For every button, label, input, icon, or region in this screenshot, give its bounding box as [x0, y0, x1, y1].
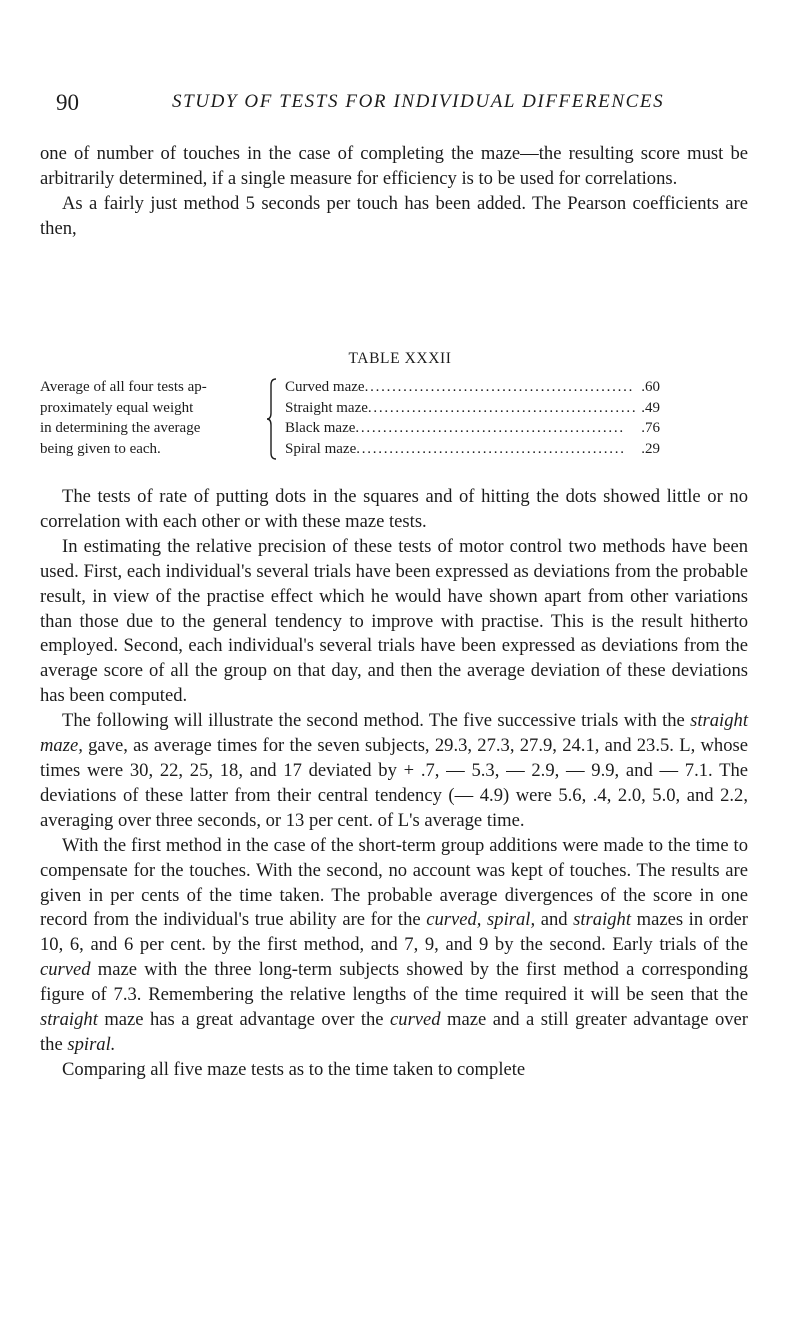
coefficient-value: .60: [641, 379, 660, 395]
paragraph-intro-2: As a fairly just method 5 seconds per touch has been added. The Pearson coefficients are then,: [40, 192, 748, 239]
dot-leader: [368, 398, 639, 419]
text-run: mazes in order 10, 6, and 6 per cent. by the first method, and 7, 9, and 9 by the second. Early trials of the: [40, 909, 748, 956]
maze-name: Curved maze: [285, 379, 365, 395]
intro-text: [40, 142, 748, 242]
text-run: With the first method in the case of the short-term group additions were made to the time to compensate for the touches. With the second, no account was kept of touches. The results are given in per cents of the time taken. The probable average divergences of the score in one record from the individual's true ability are for the: [40, 834, 748, 931]
italic-term: straight: [40, 1009, 98, 1031]
page-number: 90: [56, 90, 79, 115]
paragraph: [40, 834, 748, 1058]
dot-leader: [365, 377, 640, 398]
text-run: maze and a still greater advantage over the: [40, 1009, 748, 1055]
italic-term: straight: [573, 909, 632, 931]
text-run: gave, as average times for the seven subjects, 29.3, 27.3, 27.9, 24.1, and 23.5. L, whose times were 30, 22, 25, 18, and 17 deviated by + .7, — 5.3, — 2.9, — 9.9, and — 7.1. The deviations of these latter from their central tendency (— 4.9) were 5.6, .4, 2.0, 5.0, and 2.2, averaging over three seconds, or 13 per cent. of L's average time.: [40, 735, 748, 831]
paragraph: Comparing all five maze tests as to the time taken to complete: [62, 1058, 526, 1080]
table-row-label: [40, 377, 264, 459]
text-run: The following will illustrate the second method. The five successive trials with the: [62, 710, 691, 732]
text-run: maze has a great advantage over the: [97, 1009, 391, 1031]
paragraph: The tests of rate of putting dots in the squares and of hitting the dots showed little or no correlation with each other or with these maze tests.: [40, 486, 748, 532]
brace-icon: [266, 377, 280, 461]
table-row: [285, 398, 660, 419]
table-label-line: in determining the average: [40, 420, 201, 436]
table-row: [285, 377, 660, 398]
paragraph: [40, 709, 748, 834]
table-entries: [285, 377, 660, 459]
main-text: [40, 485, 748, 1083]
table-label-line: Average of all four tests ap-: [40, 379, 207, 395]
italic-term: curved: [40, 959, 91, 981]
italic-term: straight maze,: [40, 710, 748, 757]
italic-term: curved: [390, 1009, 441, 1031]
maze-name: Spiral maze: [285, 440, 357, 457]
paragraph: In estimating the relative precision of these tests of motor control two methods have been used. First, each individual's several trials have been expressed as deviations from the probable result, in view of the practise effect which he would have shown apart from other variations than those due to the general tendency to improve with practise. This is the result hitherto employed. Second, each individual's several trials have been expressed as deviations from the average score of all the group on that day, and then the average deviation of these deviations has been computed.: [40, 535, 748, 707]
italic-term: curved, spiral,: [426, 909, 536, 931]
dot-leader: [355, 418, 639, 439]
running-head: STUDY OF TESTS FOR INDIVIDUAL DIFFERENCES: [172, 91, 665, 112]
maze-name: Black maze: [285, 420, 356, 436]
paragraph-intro-1: one of number of touches in the case of completing the maze—the resulting score must be arbitrarily determined, if a single measure for efficiency is to be used for correlations.: [40, 143, 748, 189]
text-run: and: [535, 909, 574, 931]
table-label-line: being given to each.: [40, 440, 161, 457]
table-label-line: proximately equal weight: [40, 399, 194, 416]
dot-leader: [356, 439, 639, 460]
coefficient-value: .29: [641, 440, 660, 457]
table-row: [285, 418, 660, 439]
coefficient-value: .76: [641, 420, 660, 436]
table-row: [285, 439, 660, 460]
table-title: TABLE XXXII: [348, 350, 452, 367]
maze-name: Straight maze: [285, 399, 368, 416]
correlation-table: [40, 377, 660, 473]
italic-term: spiral.: [67, 1033, 116, 1055]
coefficient-value: .49: [641, 399, 660, 416]
text-run: maze with the three long-term subjects showed by the first method a corresponding figure of 7.3. Remembering the relative lengths of the time required it will be seen that the: [40, 959, 748, 1006]
